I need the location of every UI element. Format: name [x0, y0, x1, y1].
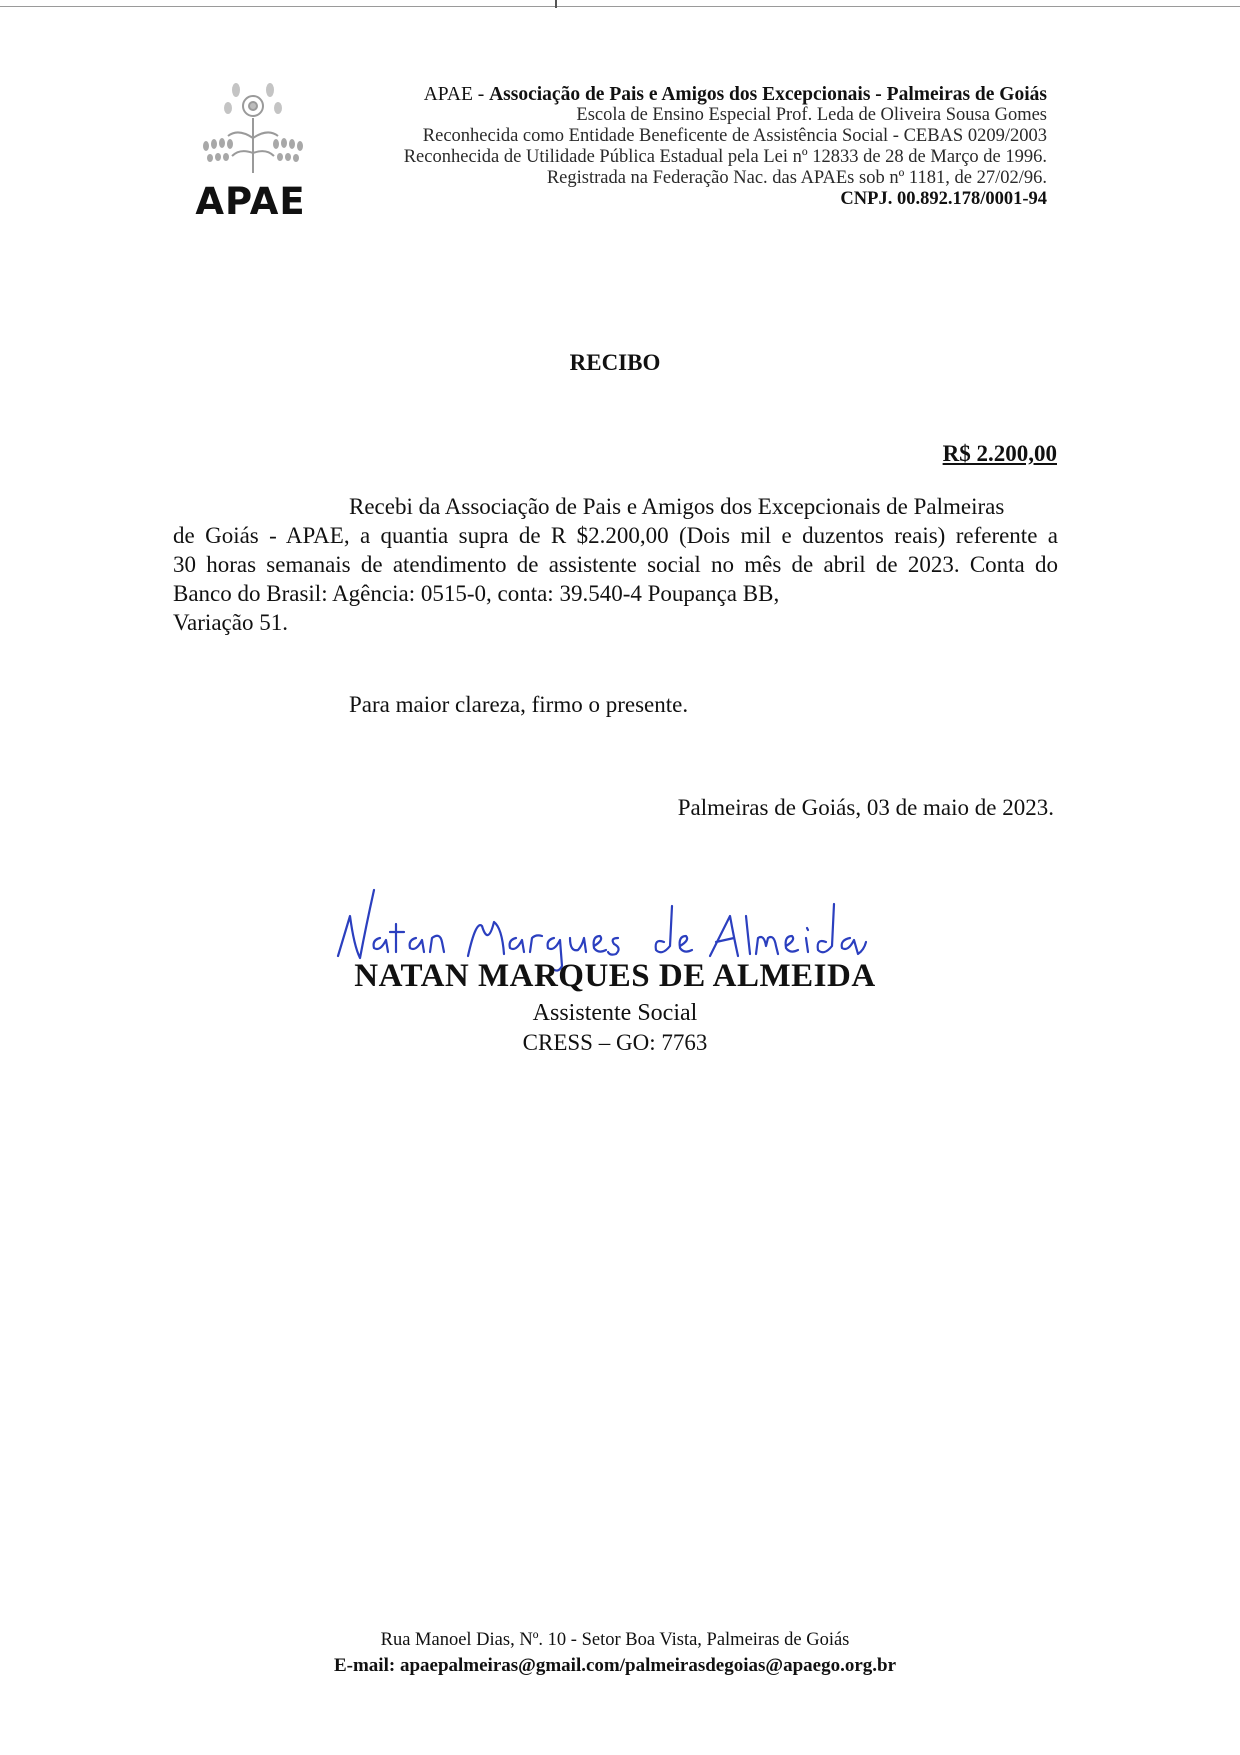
clarity-statement: Para maior clareza, firmo o presente.: [349, 692, 689, 717]
signer-role: Assistente Social: [532, 1000, 698, 1026]
letterhead: [287, 84, 1047, 210]
signer-registration: CRESS – GO: 7763: [522, 1030, 708, 1055]
public-utility-line: Reconhecida de Utilidade Pública Estadual pela Lei nº 12833 de 28 de Março de 1996.: [403, 147, 1047, 167]
signer-name: NATAN MARQUES DE ALMEIDA: [354, 958, 876, 994]
scan-edge-line: [0, 6, 1240, 7]
apae-logo-text: APAE: [195, 180, 306, 223]
org-prefix: APAE -: [423, 84, 490, 105]
cnpj-line: CNPJ. 00.892.178/0001-94: [840, 189, 1047, 209]
place-and-date: Palmeiras de Goiás, 03 de maio de 2023.: [677, 795, 1054, 820]
cebas-line: Reconhecida como Entidade Beneficente de Assistência Social - CEBAS 0209/2003: [422, 126, 1047, 146]
scan-edge-mark: [555, 0, 557, 8]
footer-address: Rua Manoel Dias, Nº. 10 - Setor Boa Vista, Palmeiras de Goiás: [380, 1630, 850, 1650]
org-name-line: [287, 84, 1047, 105]
document-title: RECIBO: [569, 350, 661, 375]
paragraph-line-1: Recebi da Associação de Pais e Amigos dos Excepcionais de Palmeiras: [349, 494, 1005, 519]
paragraph-line-4: Banco do Brasil: Agência: 0515-0, conta: 39.540-4 Poupança BB,: [173, 581, 780, 606]
paragraph-line-5: Variação 51.: [173, 610, 288, 635]
federation-line: Registrada na Federação Nac. das APAEs sob nº 1181, de 27/02/96.: [546, 168, 1047, 188]
paragraph-line-3: 30 horas semanais de atendimento de assistente social no mês de abril de 2023. Conta do: [173, 552, 1058, 577]
org-name: Associação de Pais e Amigos dos Excepcionais - Palmeiras de Goiás: [489, 84, 1047, 105]
footer-email: E-mail: apaepalmeiras@gmail.com/palmeirasdegoias@apaego.org.br: [333, 1655, 896, 1676]
receipt-amount: R$ 2.200,00: [942, 441, 1057, 466]
paragraph-line-2: de Goiás - APAE, a quantia supra de R $2.200,00 (Dois mil e duzentos reais) referente a: [173, 523, 1058, 548]
school-line: Escola de Ensino Especial Prof. Leda de Oliveira Sousa Gomes: [576, 105, 1047, 125]
